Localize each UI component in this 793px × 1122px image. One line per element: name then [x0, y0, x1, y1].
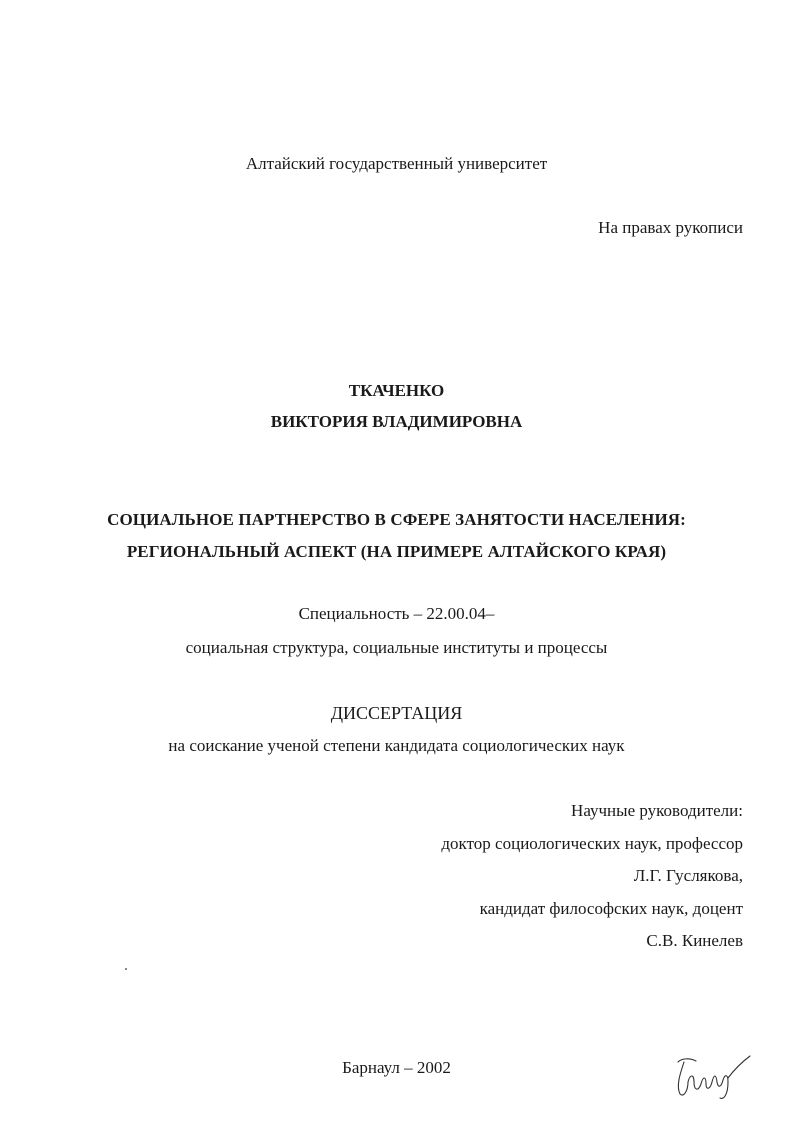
supervisor-line: С.В. Кинелев	[646, 931, 743, 950]
author-surname: ТКАЧЕНКО	[348, 381, 445, 400]
place-and-year: Барнаул – 2002	[342, 1058, 451, 1077]
specialty-code: Специальность – 22.00.04–	[298, 604, 495, 623]
supervisor-line: кандидат философских наук, доцент	[479, 899, 743, 918]
degree-line: на соискание ученой степени кандидата социологических наук	[168, 736, 625, 755]
supervisors-heading: Научные руководители:	[571, 801, 743, 820]
work-type-label: ДИССЕРТАЦИЯ	[330, 703, 463, 723]
thesis-title-line2: РЕГИОНАЛЬНЫЙ АСПЕКТ (НА ПРИМЕРЕ АЛТАЙСКОГО КРАЯ)	[126, 542, 667, 561]
university-name: Алтайский государственный университет	[245, 154, 548, 173]
manuscript-note: На правах рукописи	[598, 218, 743, 237]
supervisor-line: Л.Г. Гуслякова,	[633, 866, 743, 885]
thesis-title-line1: СОЦИАЛЬНОЕ ПАРТНЕРСТВО В СФЕРЕ ЗАНЯТОСТИ НАСЕЛЕНИЯ:	[107, 510, 686, 529]
handwritten-signature	[668, 1052, 752, 1102]
author-given-names: ВИКТОРИЯ ВЛАДИМИРОВНА	[270, 412, 523, 431]
specialty-name: социальная структура, социальные институты и процессы	[185, 638, 608, 657]
scan-speck	[125, 968, 127, 970]
supervisor-line: доктор социологических наук, профессор	[441, 834, 743, 853]
